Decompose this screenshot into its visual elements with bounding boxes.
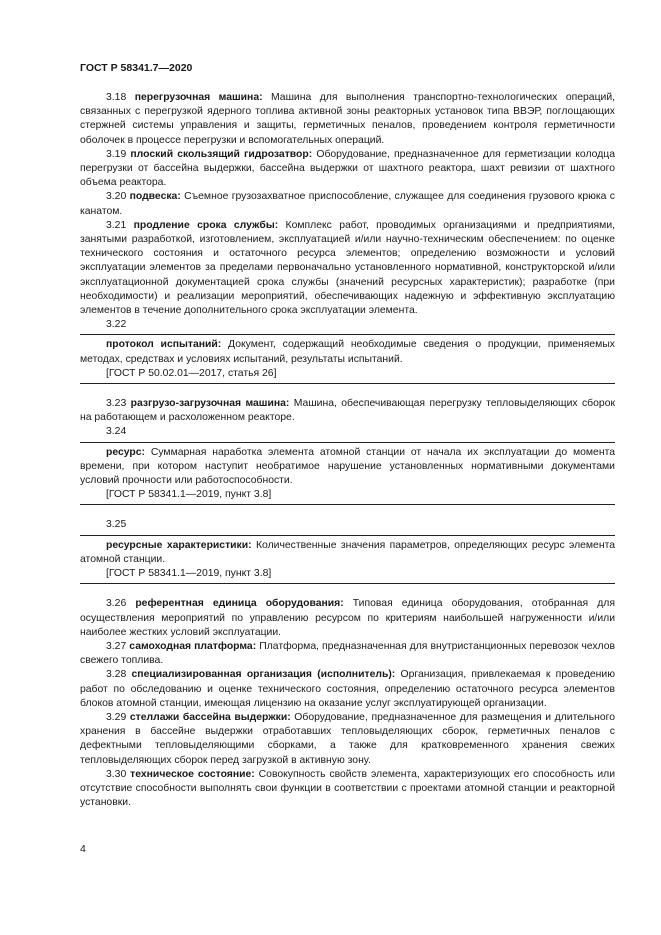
entry-definition: Документ, содержащий необходимые сведения о продукции, применяемых методах, средствах и условиях испытаний, результаты испытаний.: [80, 339, 615, 365]
term-entry-3-30: [80, 768, 615, 811]
entry-number: 3.28: [106, 669, 127, 681]
entry-definition: Комплекс работ, проводимых организациями и предприятиями, занятыми разработкой, изготовлением, эксплуатацией и/или научно-техническим обеспечением: по оценке технического состояния и остаточного ресурса элементов; определению возможности и условий эксплуатации элементов за пределами первоначально установленного нормативной, конструкторской и/или эксплуатационной документацией срока службы (значений ресурсных характеристик); разработке (при необходимости) и реализации мероприятий, обеспечивающих надежную и эффективную эксплуатацию элементов в течение дополнительного срока эксплуатации элемента.: [80, 219, 616, 317]
term-entry-3-24-box: [80, 442, 615, 506]
entry-source: [ГОСТ Р 58341.1—2019, пункт 3.8]: [106, 568, 272, 580]
term-entry-3-21: [80, 219, 615, 318]
entry-definition: Совокупность свойств элемента, характеризующих его способность или отсутствие способности выполнять свои функции в соответствии с проектами атомной станции и реакторной установки.: [80, 768, 615, 809]
document-header: ГОСТ Р 58341.7—2020: [80, 62, 193, 74]
entry-term: разгрузо-загрузочная машина:: [130, 398, 290, 410]
entry-definition: Платформа, предназначенная для внутристанционных перевозок чехлов свежего топлива.: [80, 640, 616, 667]
entry-definition: Количественные значения параметров, определяющих ресурс элемента атомной станции.: [80, 539, 615, 565]
entry-number: 3.20: [106, 191, 127, 203]
entry-definition: Организация, привлекаемая к проведению работ по обследованию и оценке технического состояния, определению остаточного ресурса элементов блоков атомной станции, имеющая лицензию на оказание услуг эксплуатирующей организации.: [80, 669, 616, 709]
entry-number: 3.23: [106, 398, 127, 410]
entry-number: 3.21: [106, 219, 127, 231]
term-entry-3-27: [80, 640, 615, 668]
entry-source: [ГОСТ Р 58341.1—2019, пункт 3.8]: [106, 489, 272, 501]
entry-term: техническое состояние:: [130, 768, 255, 780]
entry-term: продление срока службы:: [133, 219, 279, 231]
document-body: [80, 91, 615, 810]
entry-term: специализированная организация (исполнитель):: [131, 669, 396, 681]
entry-number: 3.30: [106, 768, 127, 780]
term-entry-3-25: [80, 539, 615, 567]
entry-number-3-24: 3.24: [106, 426, 127, 438]
page-number: 4: [80, 843, 86, 855]
entry-number: 3.29: [106, 711, 127, 723]
entry-term: стеллажи бассейна выдержки:: [129, 711, 291, 723]
entry-number: 3.26: [106, 598, 127, 610]
entry-source: [ГОСТ Р 50.02.01—2017, статья 26]: [106, 367, 277, 379]
term-entry-3-23: [80, 397, 615, 425]
term-entry-3-22: [80, 338, 615, 366]
entry-number-3-22: 3.22: [106, 319, 127, 331]
term-entry-3-24: [80, 446, 615, 489]
entry-term: ресурс:: [106, 446, 145, 458]
entry-definition: Съемное грузозахватное приспособление, служащее для соединения грузового крюка с канатом.: [80, 191, 616, 217]
term-entry-3-18: [80, 91, 615, 148]
entry-term: перегрузочная машина:: [134, 92, 263, 103]
entry-number: 3.27: [106, 640, 127, 652]
entry-term: протокол испытаний:: [106, 339, 222, 351]
entry-number: 3.18: [106, 92, 127, 103]
entry-definition: Суммарная наработка элемента атомной станции от начала их эксплуатации до момента времени, при котором наступит необратимое нарушение установленных нормативными документами условий прочности или работоспособности.: [80, 446, 615, 487]
entry-term: самоходная платформа:: [129, 640, 257, 652]
entry-number: 3.19: [106, 148, 127, 160]
term-entry-3-28: [80, 668, 615, 711]
term-entry-3-26: [80, 597, 615, 640]
term-entry-3-22-box: [80, 334, 615, 384]
term-entry-3-29: [80, 711, 615, 768]
entry-definition: Оборудование, предназначенное для герметизации колодца перегрузки от бассейна выдержки, бассейна выдержки от шахтного реактора, шахт ревизии от шахтного объема реактора.: [80, 148, 616, 189]
entry-term: референтная единица оборудования:: [135, 598, 344, 610]
entry-definition: Машина для выполнения транспортно-технологических операций, связанных с перегрузкой ядерного топлива активной зоны реакторных установок типа ВВЭР, поглощающих стержней системы управления и защиты, герметичных пеналов, проведением контроля герметичности оболочек в процессе перегрузки и вспомогательных операций.: [80, 92, 616, 146]
term-entry-3-20: [80, 190, 615, 218]
entry-term: подвеска:: [129, 191, 181, 203]
entry-definition: Машина, обеспечивающая перегрузку тепловыделяющих сборок на работающем и расхоложенном реакторе.: [80, 398, 616, 424]
term-entry-3-19: [80, 148, 615, 191]
entry-term: плоский скользящий гидрозатвор:: [130, 148, 313, 160]
entry-definition: Оборудование, предназначенное для размещения и длительного хранения в бассейне выдержки отработавших тепловыделяющих сборок, герметичных пеналов с дефектными тепловыделяющими сборками, а также для кратковременного хранения свежих тепловыделяющих сборок перед загрузкой в активную зону.: [80, 711, 615, 766]
term-entry-3-25-box: [80, 535, 615, 585]
entry-definition: Типовая единица оборудования, отобранная для осуществления мероприятий по управлению ресурсом по критериям наибольшей нагруженности и/или наиболее жестких условий эксплуатации.: [80, 598, 615, 638]
entry-number-3-25: 3.25: [106, 519, 127, 531]
entry-term: ресурсные характеристики:: [106, 539, 252, 551]
